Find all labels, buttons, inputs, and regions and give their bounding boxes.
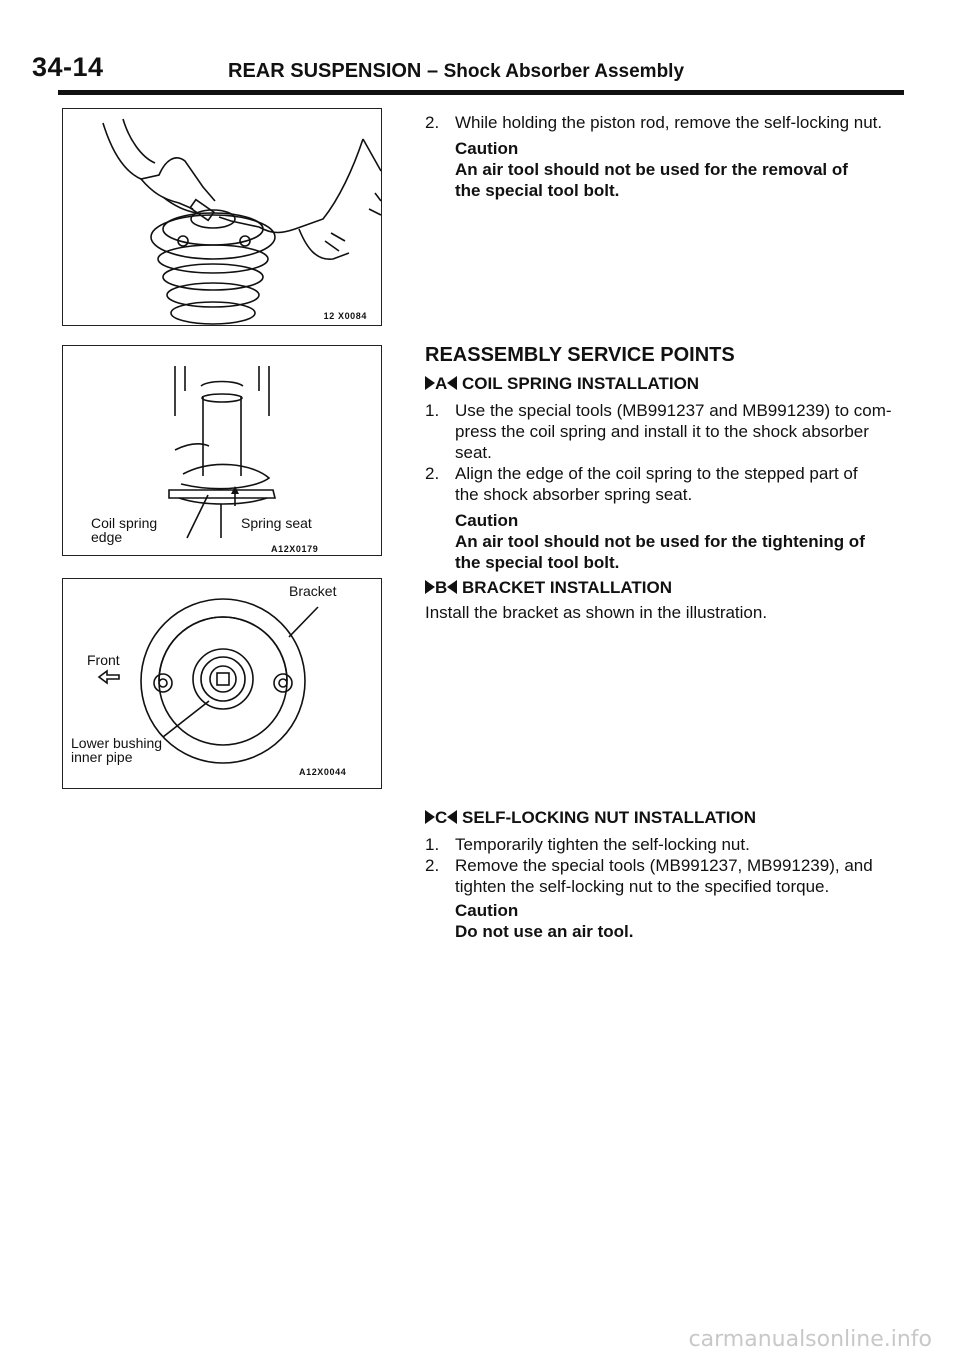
arrow-left-icon [447, 580, 457, 594]
coil-step-1-line3: seat. [455, 443, 492, 462]
title-text: BRACKET INSTALLATION [462, 578, 672, 597]
step-number: 2. [425, 464, 440, 483]
step-number: 1. [425, 401, 440, 420]
figure-id: 12 X0084 [323, 311, 367, 321]
subsection-name: Shock Absorber Assembly [443, 61, 685, 82]
title-text: COIL SPRING INSTALLATION [462, 374, 700, 393]
watermark: carmanualsonline.info [688, 1327, 932, 1352]
arrow-left-icon [447, 810, 457, 824]
label-coil-spring-line2: edge [91, 529, 123, 545]
coil-caution-line2: the special tool bolt. [455, 553, 620, 572]
removal-caution-line2: the special tool bolt. [455, 181, 620, 200]
section-name: REAR SUSPENSION [228, 60, 422, 82]
figure-bracket [62, 578, 382, 789]
service-point-a-title [425, 374, 699, 394]
label-spring-seat: Spring seat [241, 515, 312, 531]
nut-caution-line1: Do not use an air tool. [455, 922, 634, 941]
section-title [228, 60, 684, 83]
figure-coil-spring-edge [62, 345, 382, 556]
step-text-line1: Remove the special tools (MB991237, MB991239), and [455, 856, 873, 875]
label-coil-spring-line1: Coil spring [91, 515, 158, 531]
page-number: 34-14 [32, 52, 104, 82]
figure-id: A12X0044 [299, 767, 347, 777]
figure-nut-removal [62, 108, 382, 326]
label-lower-bushing-line1: Lower bushing [71, 735, 163, 751]
service-point-c-title [425, 808, 756, 828]
step-text: Temporarily tighten the self-locking nut. [455, 835, 750, 854]
coil-caution-line1: An air tool should not be used for the tightening of [455, 532, 865, 551]
label-lower-bushing-line2: inner pipe [71, 749, 133, 765]
nut-removal-illustration [63, 109, 383, 327]
nut-step-2-line2: tighten the self-locking nut to the specified torque. [455, 877, 830, 896]
marker-letter: A [435, 374, 448, 393]
label-bracket: Bracket [289, 583, 337, 599]
marker-letter: B [435, 578, 448, 597]
removal-caution-line1: An air tool should not be used for the removal of [455, 160, 848, 179]
coil-caution-title: Caution [455, 511, 519, 530]
step-number: 1. [425, 835, 440, 854]
arrow-right-icon [425, 810, 435, 824]
arrow-right-icon [425, 376, 435, 390]
step-text-line1: Align the edge of the coil spring to the stepped part of [455, 464, 858, 483]
arrow-left-icon [447, 376, 457, 390]
title-dash: – [426, 60, 439, 82]
service-point-b-title [425, 578, 672, 598]
removal-caution-title: Caution [455, 139, 519, 158]
header-rule [58, 90, 904, 95]
arrow-right-icon [425, 580, 435, 594]
marker-letter: C [435, 808, 448, 827]
figure-id: A12X0179 [271, 544, 319, 554]
step-number: 2. [425, 856, 440, 875]
reassembly-heading: REASSEMBLY SERVICE POINTS [425, 344, 735, 366]
coil-step-1-line2: press the coil spring and install it to the shock absorber [455, 422, 869, 441]
coil-step-2-line2: the shock absorber spring seat. [455, 485, 693, 504]
step-text: While holding the piston rod, remove the self-locking nut. [455, 113, 883, 132]
title-text: SELF-LOCKING NUT INSTALLATION [462, 808, 757, 827]
step-text-line1: Use the special tools (MB991237 and MB991239) to com- [455, 401, 892, 420]
step-number: 2. [425, 113, 440, 132]
nut-caution-title: Caution [455, 901, 519, 920]
bracket-text: Install the bracket as shown in the illustration. [425, 603, 768, 622]
label-front: Front [87, 652, 120, 668]
